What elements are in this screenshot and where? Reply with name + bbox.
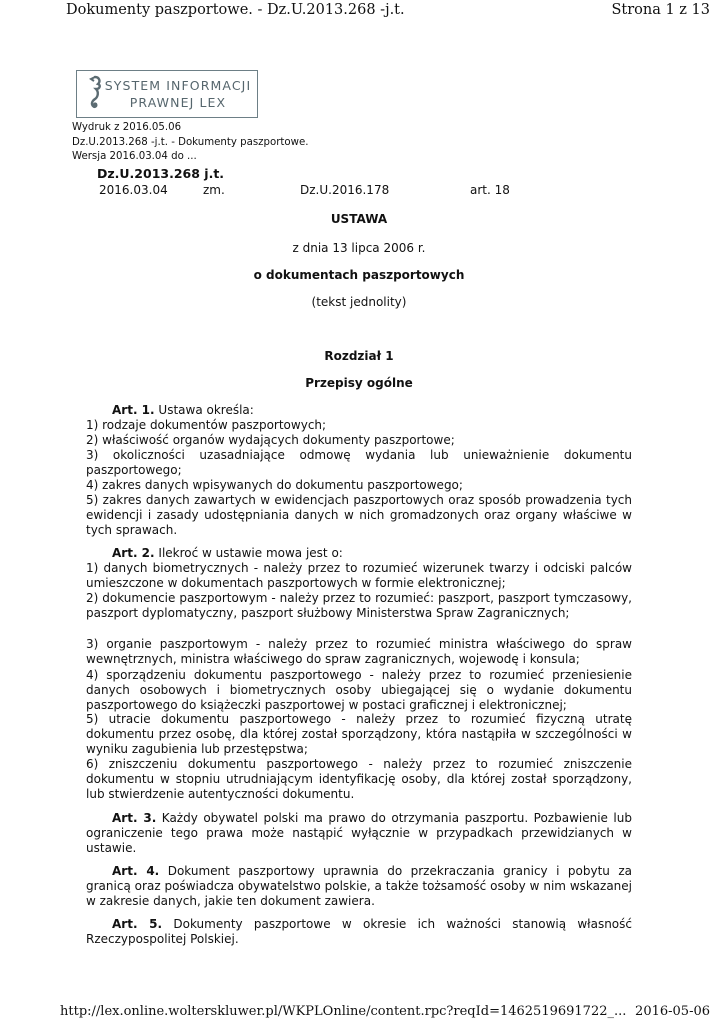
art1-item-4: 4) zakres danych wpisywanych do dokumentu paszportowego;	[86, 478, 463, 492]
art2-item-2: 2) dokumencie paszportowym - należy przez to rozumieć: paszport, paszport tymczasowy, paszport dyplomatyczny, paszport służbowy Ministerstwa Spraw Zagranicznych;	[86, 591, 632, 621]
act-reference: Dz.U.2013.268 -j.t. - Dokumenty paszportowe.	[72, 136, 309, 148]
art4-text: Dokument paszportowy uprawnia do przekraczania granicy i pobytu za granicą oraz poświadcza obywatelstwo polskie, a także tożsamość osoby w nim wskazanej w zakresie danych, jakie ten dokument zawiera.	[86, 864, 632, 909]
art2-intro: Ilekroć w ustawie mowa jest o:	[158, 546, 343, 560]
footer-date: 2016-05-06	[635, 1004, 710, 1019]
art3-paragraph	[86, 811, 632, 857]
page-number: Strona 1 z 13	[611, 2, 710, 18]
art3-text: Każdy obywatel polski ma prawo do otrzymania paszportu. Pozbawienie lub ograniczenie tego prawa może nastąpić wyłącznie w przypadkach przewidzianych w ustawie.	[86, 811, 632, 856]
printout-date: Wydruk z 2016.05.06	[72, 122, 182, 133]
act-type: USTAWA	[330, 212, 388, 226]
art2-item-1: 1) danych biometrycznych - należy przez to rozumieć wizerunek twarzy i odciski palców umieszczone w dokumentach paszportowych w formie elektronicznej;	[86, 561, 632, 591]
art1-item-3: 3) okoliczności uzasadniające odmowę wydania lub unieważnienie dokumentu paszportowego;	[86, 448, 632, 478]
act-date: z dnia 13 lipca 2006 r.	[292, 241, 426, 255]
art1-item-1: 1) rodzaje dokumentów paszportowych;	[86, 418, 327, 432]
chapter-number: Rozdział 1	[324, 349, 394, 363]
logo-line-2: PRAWNEJ LEX	[129, 95, 227, 110]
art4-paragraph	[86, 864, 632, 910]
amendment-date: 2016.03.04	[99, 183, 168, 197]
art5-text: Dokumenty paszportowe w okresie ich ważności stanowią własność Rzeczypospolitej Polskiej.	[86, 917, 632, 947]
art1-intro: Ustawa określa:	[158, 403, 254, 417]
citation-title: Dz.U.2013.268 j.t.	[97, 166, 225, 181]
seahorse-icon	[83, 75, 103, 113]
art1-heading	[112, 403, 658, 418]
art2-item-4: 4) sporządzeniu dokumentu paszportowego - należy przez to rozumieć przeniesienie danych osobowych i biometrycznych osoby ubiegającej się o wydanie dokumentu paszportowego do książeczki paszportowej w postaci graficznej i elektronicznej;	[86, 668, 632, 713]
art2-item-3: 3) organie paszportowym - należy przez to rozumieć ministra właściwego do spraw wewnętrznych, ministra właściwego do spraw zagranicznych, wojewodę i konsula;	[86, 637, 632, 667]
art2-item-5: 5) utracie dokumentu paszportowego - należy przez to rozumieć fizyczną utratę dokumentu przez osobę, dla której został sporządzony, która nastąpiła w szczególności w wyniku zagubienia lub przestępstwa;	[86, 712, 632, 757]
art1-item-2: 2) właściwość organów wydających dokumenty paszportowe;	[86, 433, 455, 447]
footer-url: http://lex.online.wolterskluwer.pl/WKPLOnline/content.rpc?reqId=1462519691722_...	[60, 1004, 627, 1019]
act-name: o dokumentach paszportowych	[253, 268, 465, 282]
art3-label: Art. 3.	[112, 811, 157, 825]
amendment-article: art. 18	[470, 183, 510, 197]
art5-label: Art. 5.	[112, 917, 163, 931]
art1-item-5: 5) zakres danych zawartych w ewidencjach paszportowych oraz sposób prowadzenia tych ewidencji i zasady udostępniania danych w nich gromadzonych oraz organy właściwe w tych sprawach.	[86, 493, 632, 538]
art1-label: Art. 1.	[112, 403, 155, 417]
chapter-title: Przepisy ogólne	[305, 376, 413, 390]
lex-logo	[76, 70, 258, 118]
act-note: (tekst jednolity)	[311, 295, 407, 309]
art5-paragraph	[86, 917, 632, 947]
logo-line-1: SYSTEM INFORMACJI	[104, 78, 252, 93]
art2-item-6: 6) zniszczeniu dokumentu paszportowego - należy przez to rozumieć zniszczenie dokumentu w stopniu utrudniającym identyfikację osoby, dla której został sporządzony, lub stwierdzenie autentyczności dokumentu.	[86, 757, 632, 802]
amendment-change: zm.	[203, 183, 225, 197]
print-metadata	[72, 121, 308, 165]
art2-heading	[112, 546, 658, 561]
amendment-source: Dz.U.2016.178	[300, 183, 390, 197]
art4-label: Art. 4.	[112, 864, 160, 878]
art2-label: Art. 2.	[112, 546, 155, 560]
version-info: Wersja 2016.03.04 do ...	[72, 151, 197, 162]
page-header-title: Dokumenty paszportowe. - Dz.U.2013.268 -j.t.	[66, 2, 405, 18]
